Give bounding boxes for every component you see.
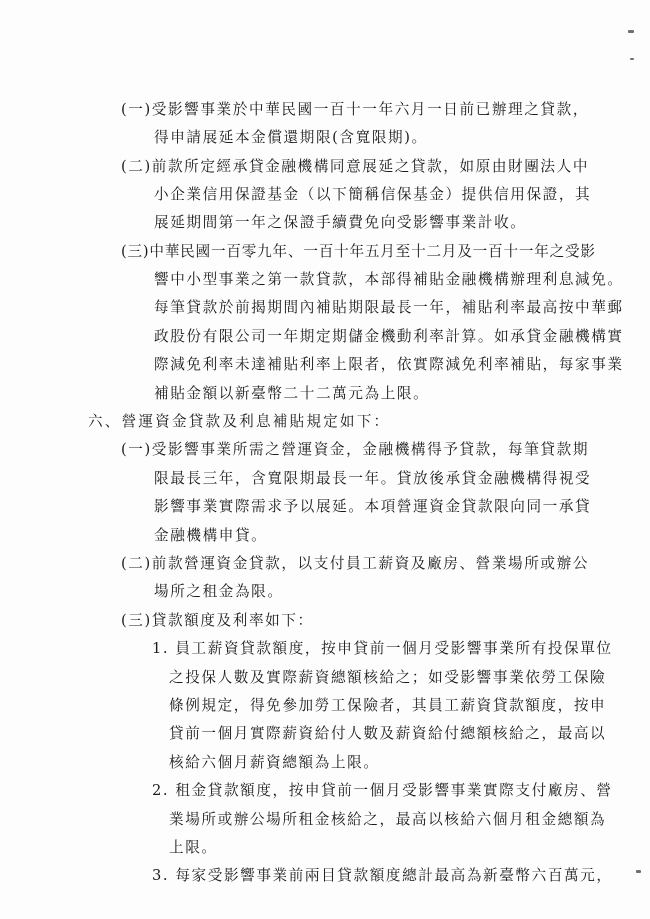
text-line: 展延期間第一年之保證手續費免向受影響事業計收。: [154, 214, 527, 231]
text-line: 影響事業實際需求予以展延。本項營運資金貸款限向同一承貸: [154, 498, 592, 515]
text-line: 金融機構申貸。: [154, 527, 268, 544]
text-line: 1. 員工薪資貸款額度，按申貸前一個月受影響事業所有投保單位: [152, 640, 613, 657]
text-line: 際減免利率未達補貼利率上限者，依實際減免利率補貼，每家事業: [154, 356, 624, 373]
scan-mark: [628, 30, 634, 33]
text-line: 2. 租金貸款額度，按申貸前一個月受影響事業實際支付廠房、營: [152, 782, 613, 799]
text-line: (一)受影響事業於中華民國一百十一年六月一日前已辦理之貸款，: [121, 101, 590, 118]
section-heading: 六、營運資金貸款及利息補貼規定如下：: [88, 413, 391, 430]
text-line: 限最長三年，含寬限期最長一年。貸放後承貸金融機構得視受: [154, 470, 592, 487]
text-line: 補貼金額以新臺幣二十二萬元為上限。: [154, 385, 430, 402]
text-line: 場所之租金為限。: [154, 583, 284, 600]
text-line: 響中小型事業之第一款貸款，本部得補貼金融機構辦理利息減免。: [154, 271, 624, 288]
text-line: 3. 每家受影響事業前兩目貸款額度總計最高為新臺幣六百萬元，: [152, 867, 613, 884]
text-line: 小企業信用保證基金（以下簡稱信保基金）提供信用保證，其: [154, 186, 592, 203]
text-line: 上限。: [169, 839, 218, 856]
text-line: (一)受影響事業所需之營運資金，金融機構得予貸款，每筆貸款期: [121, 441, 590, 458]
text-line: 貸前一個月實際薪資給付人數及薪資給付總額核給之，最高以: [169, 725, 607, 742]
text-line: 得申請展延本金償還期限(含寬限期)。: [154, 129, 428, 146]
text-line: (三)貸款額度及利率如下：: [121, 612, 314, 629]
text-line: (二)前款營運資金貸款，以支付員工薪資及廠房、營業場所或辦公: [121, 555, 590, 572]
scan-mark: [630, 58, 634, 60]
text-line: 每筆貸款於前揭期間內補貼期限最長一年，補貼利率最高按中華郵: [154, 299, 624, 316]
text-line: 條例規定，得免參加勞工保險者，其員工薪資貸款額度，按申: [169, 697, 607, 714]
text-line: 核給六個月薪資總額為上限。: [169, 754, 380, 771]
scan-mark: [636, 870, 641, 873]
text-line: 業場所或辦公場所租金核給之，最高以核給六個月租金總額為: [169, 811, 607, 828]
text-line: (三)中華民國一百零九年、一百十年五月至十二月及一百十一年之受影: [121, 243, 596, 260]
text-line: 之投保人數及實際薪資總額核給之；如受影響事業依勞工保險: [169, 669, 607, 686]
text-line: 政股份有限公司一年期定期儲金機動利率計算。如承貸金融機構實: [154, 328, 624, 345]
text-line: (二)前款所定經承貸金融機構同意展延之貸款，如原由財團法人中: [121, 158, 590, 175]
